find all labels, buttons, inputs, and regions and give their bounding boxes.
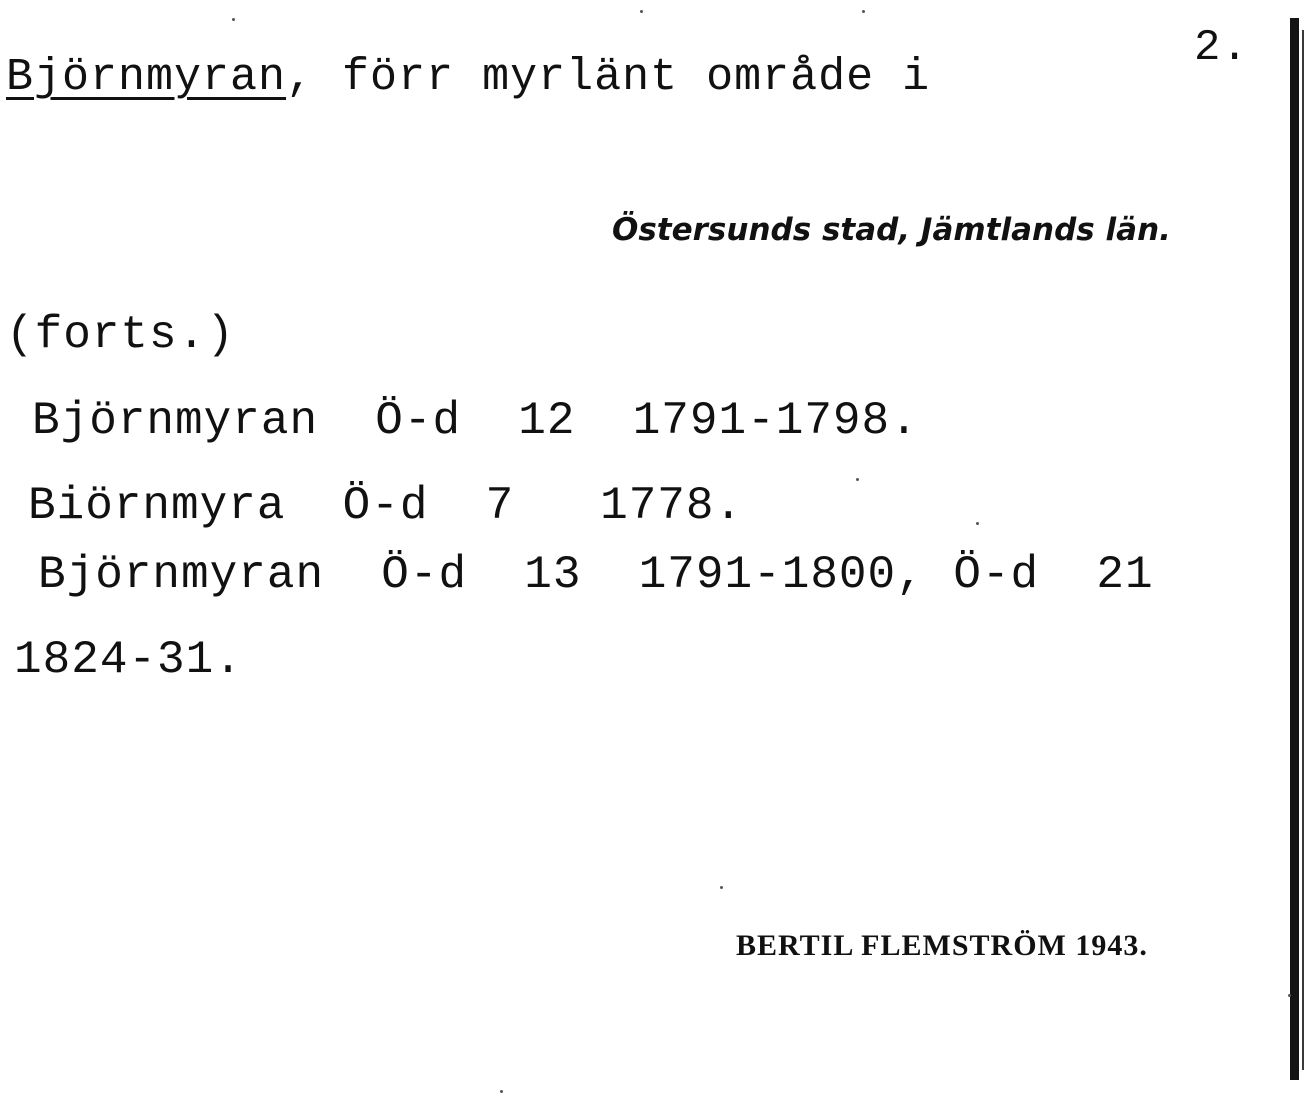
place-name-underlined: Björnmyran [6, 52, 287, 103]
location-stamp: Östersunds stad, Jämtlands län. [612, 212, 1171, 248]
record-entry: Björnmyran Ö-d 13 1791-1800, Ö-d 21 [38, 549, 1154, 601]
scan-speck [976, 522, 979, 525]
card-edge-shadow [1302, 30, 1304, 1070]
card-heading [6, 52, 930, 104]
record-entry: Björnmyran Ö-d 12 1791-1798. [32, 395, 919, 447]
scan-speck [640, 10, 643, 13]
scan-speck [232, 18, 235, 21]
place-description: , förr myrlänt område i [286, 52, 931, 103]
card-number: 2. [1194, 23, 1249, 73]
record-entry-continuation: 1824-31. [14, 634, 243, 686]
scan-speck [500, 1090, 503, 1093]
scan-speck [720, 886, 723, 889]
scan-speck [862, 10, 865, 13]
card-edge-border [1290, 18, 1299, 1080]
record-entry: Biörnmyra Ö-d 7 1778. [28, 480, 744, 532]
scan-speck [856, 478, 859, 481]
author-signature-stamp: BERTIL FLEMSTRÖM 1943. [736, 929, 1148, 962]
continued-label: (forts.) [6, 309, 235, 361]
scan-speck [1288, 994, 1291, 997]
